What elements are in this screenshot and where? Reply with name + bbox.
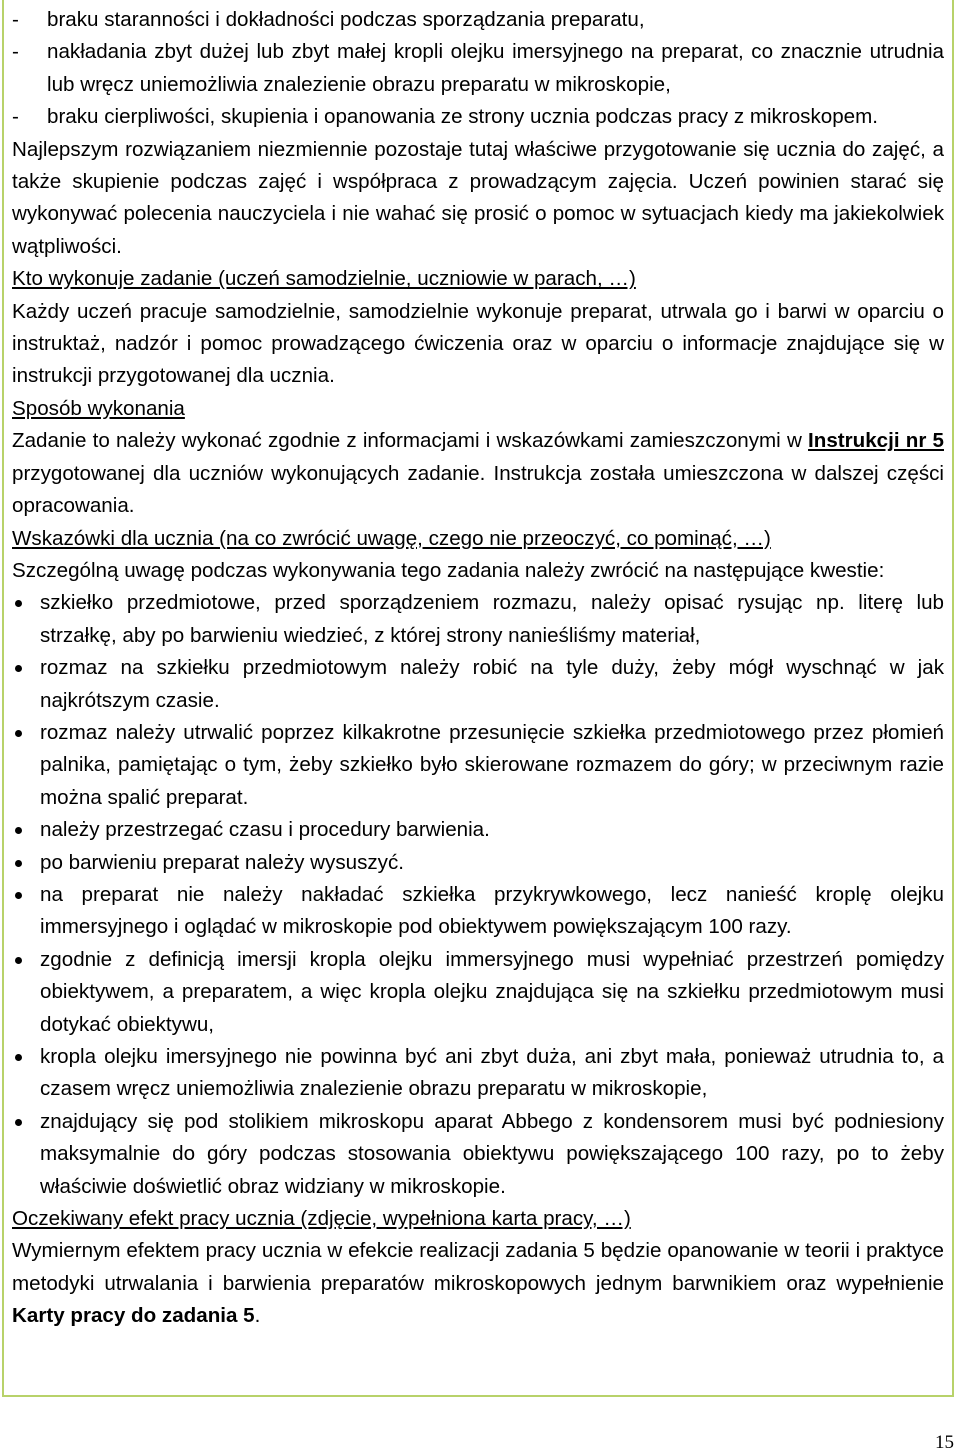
bullet-icon: [15, 1054, 22, 1061]
method-heading: Sposób wykonania: [12, 396, 185, 420]
who-heading: Kto wykonuje zadanie (uczeń samodzielnie, uczniowie w parach, …): [12, 267, 636, 291]
dash-list-item: [12, 4, 944, 36]
bullet-icon: [15, 665, 22, 672]
method-text-post: przygotowanej dla uczniów wykonujących zadanie. Instrukcja została umieszczona w dalszej części opracowania.: [12, 461, 944, 518]
list-item: [12, 717, 944, 814]
bullet-icon: [15, 1119, 22, 1126]
list-item-text: należy przestrzegać czasu i procedury barwienia.: [40, 818, 490, 842]
who-paragraph: Każdy uczeń pracuje samodzielnie, samodzielnie wykonuje preparat, utrwala go i barwi w oparciu o instruktaż, nadzór i pomoc prowadzącego ćwiczenia oraz w oparciu o informacje znajdujące się w instrukcji przygotowanej dla ucznia.: [12, 299, 944, 388]
list-item: [12, 847, 944, 879]
list-item: [12, 652, 944, 717]
bullet-icon: [15, 860, 22, 867]
dash-mark: -: [12, 8, 19, 31]
bullet-icon: [15, 600, 22, 607]
list-item-text: zgodnie z definicją imersji kropla olejku immersyjnego musi wypełniać przestrzeń pomiędzy obiektywem, a preparatem, a więc kropla olejku znajdująca się na szkiełku przedmiotowym musi dotykać obiektywu,: [40, 947, 944, 1036]
list-item-text: nakładania zbyt dużej lub zbyt małej kropli olejku imersyjnego na preparat, co znacznie utrudnia lub wręcz uniemożliwia znalezienie obrazu preparatu w mikroskopie,: [47, 40, 944, 96]
list-item: [12, 944, 944, 1041]
list-item: [12, 587, 944, 652]
dash-list-item: [12, 36, 944, 101]
worksheet-reference: Karty pracy do zadania 5: [12, 1304, 255, 1328]
list-item-text: rozmaz należy utrwalić poprzez kilkakrotne przesunięcie szkiełka przedmiotowego przez płomień palnika, pamiętając o tym, żeby szkiełko było skierowane rozmazem do góry; w przeciwnym razie można spalić preparat.: [40, 720, 944, 809]
list-item-text: szkiełko przedmiotowe, przed sporządzeniem rozmazu, należy opisać rysując np. literę lub strzałkę, aby po barwieniu wiedzieć, z której strony nanieśliśmy materiał,: [40, 591, 944, 647]
tips-list: [12, 587, 944, 1203]
list-item-text: braku staranności i dokładności podczas sporządzania preparatu,: [47, 8, 645, 31]
list-item: [12, 879, 944, 944]
bullet-icon: [15, 827, 22, 834]
list-item: [12, 1041, 944, 1106]
method-paragraph: [12, 425, 944, 522]
dash-mark: -: [12, 40, 19, 64]
page-number: 15: [935, 1432, 954, 1453]
method-text-pre: Zadanie to należy wykonać zgodnie z informacjami i wskazówkami zamieszczonymi w: [12, 429, 809, 453]
list-item-text: po barwieniu preparat należy wysuszyć.: [40, 850, 405, 874]
bullet-icon: [15, 957, 22, 964]
list-item: [12, 1106, 944, 1203]
document-body: [12, 0, 944, 1333]
list-item-text: na preparat nie należy nakładać szkiełka przykrywkowego, lecz nanieść kroplę olejku immersyjnego i oglądać w mikroskopie pod obiektywem powiększającym 100 razy.: [40, 882, 944, 939]
list-item-text: rozmaz na szkiełku przedmiotowym należy robić na tyle duży, żeby mógł wyschnąć w jak najkrótszym czasie.: [40, 656, 944, 712]
dash-mark: -: [12, 105, 19, 129]
list-item: [12, 814, 944, 846]
dash-list-item: [12, 101, 944, 133]
effect-text-post: .: [254, 1304, 261, 1328]
list-item-text: braku cierpliwości, skupienia i opanowania ze strony ucznia podczas pracy z mikroskopem.: [47, 105, 879, 129]
effect-heading: Oczekiwany efekt pracy ucznia (zdjęcie, wypełniona karta pracy, …): [12, 1207, 631, 1231]
tips-intro: Szczególną uwagę podczas wykonywania tego zadania należy zwrócić na następujące kwestie:: [12, 558, 885, 582]
list-item-text: kropla olejku imersyjnego nie powinna być ani zbyt duża, ani zbyt mała, ponieważ utrudnia to, a czasem wręcz uniemożliwia znalezienie obrazu preparatu w mikroskopie,: [40, 1045, 944, 1101]
bullet-icon: [15, 892, 22, 899]
effect-text-pre: Wymiernym efektem pracy ucznia w efekcie realizacji zadania 5 będzie opanowanie w teorii i praktyce metodyki utrwalania i barwienia preparatów mikroskopowych jednym barwnikiem oraz wypełnienie: [12, 1239, 944, 1295]
tips-heading: Wskazówki dla ucznia (na co zwrócić uwagę, czego nie przeoczyć, co pominąć, …): [12, 526, 771, 550]
list-item-text: znajdujący się pod stolikiem mikroskopu aparat Abbego z kondensorem musi być podniesiony maksymalnie do góry podczas stosowania obiektywu powiększającego 100 razy, po to żeby właściwie doświetlić obraz widziany w mikroskopie.: [40, 1109, 944, 1198]
bullet-icon: [15, 730, 22, 737]
instruction-reference: Instrukcji nr 5: [808, 429, 944, 453]
effect-paragraph: [12, 1235, 944, 1332]
intro-paragraph: Najlepszym rozwiązaniem niezmiennie pozostaje tutaj właściwe przygotowanie się ucznia do zajęć, a także skupienie podczas zajęć i współpraca z prowadzącym zajęcia. Uczeń powinien starać się wykonywać polecenia nauczyciela i nie wahać się prosić o pomoc w sytuacjach kiedy ma jakiekolwiek wątpliwości.: [12, 137, 944, 258]
